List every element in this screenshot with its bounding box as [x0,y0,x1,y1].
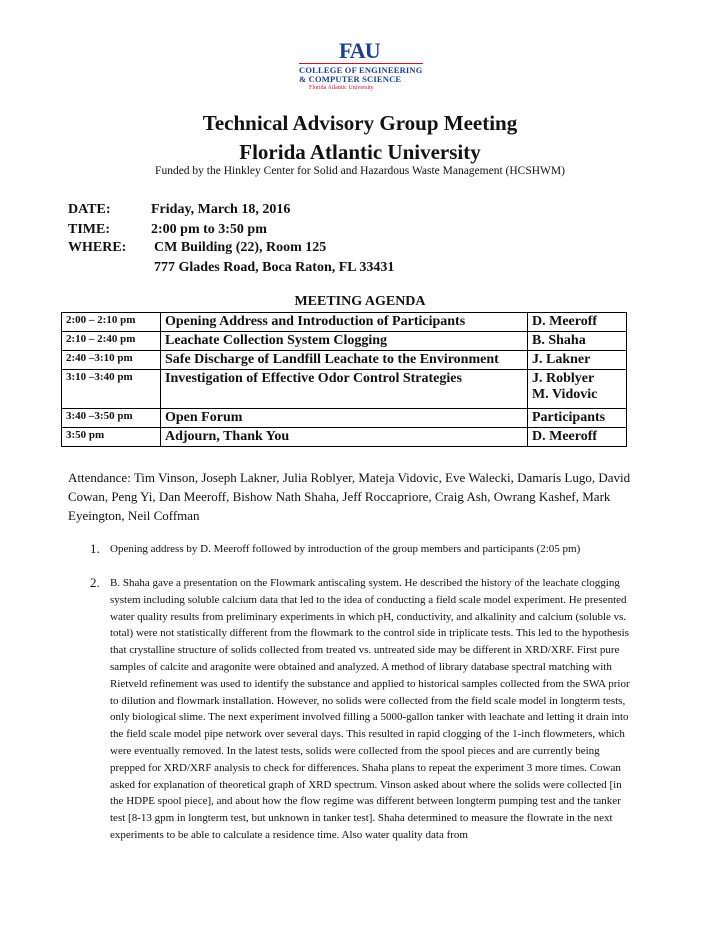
where-value-line2: 777 Glades Road, Boca Raton, FL 33431 [154,260,395,275]
agenda-row [62,428,627,447]
agenda-lead: J. Lakner [528,351,627,370]
date-label: DATE: [68,202,111,217]
fau-logo [299,40,423,92]
where-value-line1: CM Building (22), Room 125 [154,240,327,255]
agenda-lead: D. Meeroff [528,428,627,447]
agenda-lead [528,370,627,409]
attendance-paragraph: Attendance: Tim Vinson, Joseph Lakner, Julia Roblyer, Mateja Vidovic, Eve Walecki, Damaris Lugo, David Cowan, Peng Yi, Dan Meeroff, Bishow Nath Shaha, Jeff Roccapriore, Craig Ash, Owrang Kashef, Mark Eyeington, Neil Coffman [68,470,631,523]
where-label: WHERE: [68,240,127,255]
date-value: Friday, March 18, 2016 [151,202,291,217]
logo-line1: COLLEGE OF ENGINEERING [299,65,423,75]
agenda-topic: Safe Discharge of Landfill Leachate to the Environment [161,351,528,370]
agenda-topic: Leachate Collection System Clogging [161,332,528,351]
agenda-row [62,313,627,332]
agenda-row [62,370,627,409]
document-title: Technical Advisory Group Meeting [202,111,518,135]
list-item-number: 2. [90,575,100,590]
logo-divider [299,63,423,64]
list-item-text: Opening address by D. Meeroff followed by introduction of the group members and participants (2:05 pm) [110,543,581,555]
agenda-lead: B. Shaha [528,332,627,351]
agenda-lead: D. Meeroff [528,313,627,332]
agenda-time: 2:10 – 2:40 pm [62,332,161,351]
funding-note: Funded by the Hinkley Center for Solid and Hazardous Waste Management (HCSHWM) [155,165,565,177]
agenda-lead: Participants [528,409,627,428]
list-item-text: B. Shaha gave a presentation on the Flowmark antiscaling system. He described the history of the leachate clogging system including soluble calcium data that led to the idea of conducting a field scale model experiment. He presented water quality results from preliminary experiments in which pH, conductivity, and alkalinity and calcium (soluble vs. total) were not statistically different from the flowmark to the control side in triplicate tests. This led to the hypothesis that crystalline structure of solids collected from treated vs. untreated side may be different in XRD/XRF. First pure samples of calcite and aragonite were obtained and analyzed. A method of library database spectral matching with Rietveld refinement was used to identify the substance and applied to historical samples collected from the SWA prior to dilution and flowmark installation. However, no solids were collected from the field scale model in longterm tests, only biological slime. The next experiment involved filling a 5000-gallon tanker with leachate and letting it drain into the field scale model pipe network over several days. This resulted in rapid clogging of the 1-inch flowmeters, which were eventually removed. In the latest tests, solids were collected from the spool pieces and are currently being prepped for XRD/XRF analysis to check for differences. Shaha plans to repeat the experiment 3 more times. Cowan asked for explanation of theoretical graph of XRD spectrum. Vinson asked about where the solids were collected [in the HDPE spool piece], and about how the flow regime was different between longterm pumping test and the tanker test [8-13 gpm in longterm test, but unknown in tanker test]. Shaha determined to measure the flowrate in the next experiments to be able to calculate a residence time. Also water quality data from [110,577,630,841]
agenda-lead-name: M. Vidovic [532,387,598,402]
agenda-time: 3:10 –3:40 pm [62,370,161,409]
agenda-topic: Opening Address and Introduction of Participants [161,313,528,332]
time-label: TIME: [68,222,110,237]
agenda-table [61,312,627,447]
logo-line2: & COMPUTER SCIENCE [299,74,402,84]
agenda-lead-name: J. Roblyer [532,371,595,386]
agenda-topic: Adjourn, Thank You [161,428,528,447]
agenda-heading: MEETING AGENDA [294,294,426,309]
agenda-time: 3:40 –3:50 pm [62,409,161,428]
logo-line3: Florida Atlantic University [309,85,374,91]
agenda-time: 3:50 pm [62,428,161,447]
document-subtitle: Florida Atlantic University [239,140,481,164]
agenda-topic: Open Forum [161,409,528,428]
agenda-row [62,351,627,370]
agenda-time: 2:40 –3:10 pm [62,351,161,370]
list-item-number: 1. [90,541,100,556]
time-value: 2:00 pm to 3:50 pm [151,222,267,237]
agenda-topic: Investigation of Effective Odor Control Strategies [161,370,528,409]
agenda-row [62,332,627,351]
agenda-time: 2:00 – 2:10 pm [62,313,161,332]
agenda-row [62,409,627,428]
logo-mark: FAU [339,38,380,63]
